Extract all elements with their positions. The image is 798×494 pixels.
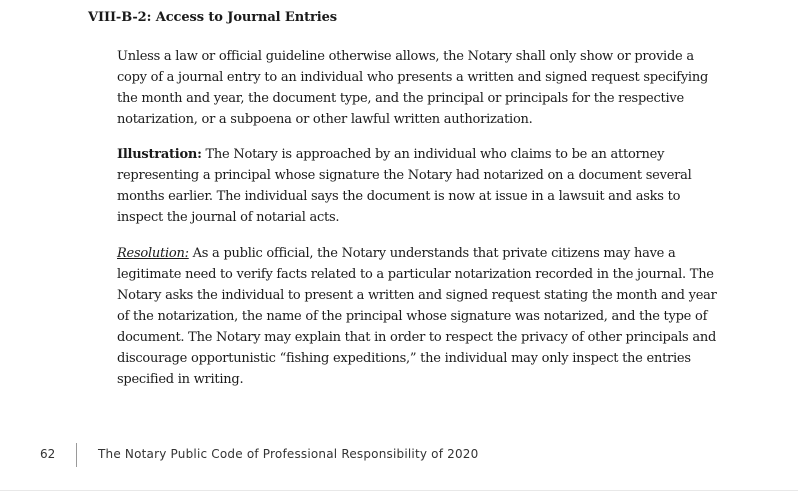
rule-paragraph: Unless a law or official guideline otherwise allows, the Notary shall only show or provide a copy of a journal entry to an individual who presents a written and signed request specifying the month and year, the document type, and the principal or principals for the respective notarization, or a subpoena or other lawful written authorization. [117,49,709,127]
resolution-label: Resolution: [117,246,189,261]
page-number: 62 [40,447,56,461]
bottom-rule [0,490,798,491]
footer-title: The Notary Public Code of Professional Responsibility of 2020 [98,447,479,461]
resolution-text: As a public official, the Notary understands that private citizens may have a legitimate need to verify facts related to a particular notarization recorded in the journal. The Notary asks the individual to present a written and signed request stating the month and year of the notarization, the name of the principal whose signature was notarized, and the type of document. The Notary may explain that in order to respect the privacy of other principals and discourage opportunistic “fishing expeditions,” the individual may only inspect the entries specified in writing. [117,246,717,387]
section-body [117,46,717,404]
page-footer [0,440,798,470]
footer-divider [76,443,77,467]
illustration-paragraph [117,144,717,228]
section-heading: VIII-B-2: Access to Journal Entries [88,10,337,25]
illustration-label: Illustration: [117,147,202,162]
illustration-text: The Notary is approached by an individual who claims to be an attorney representing a principal whose signature the Notary had notarized on a document several months earlier. The individual says the document is now at issue in a lawsuit and asks to inspect the journal of notarial acts. [117,147,692,225]
resolution-paragraph [117,243,717,390]
